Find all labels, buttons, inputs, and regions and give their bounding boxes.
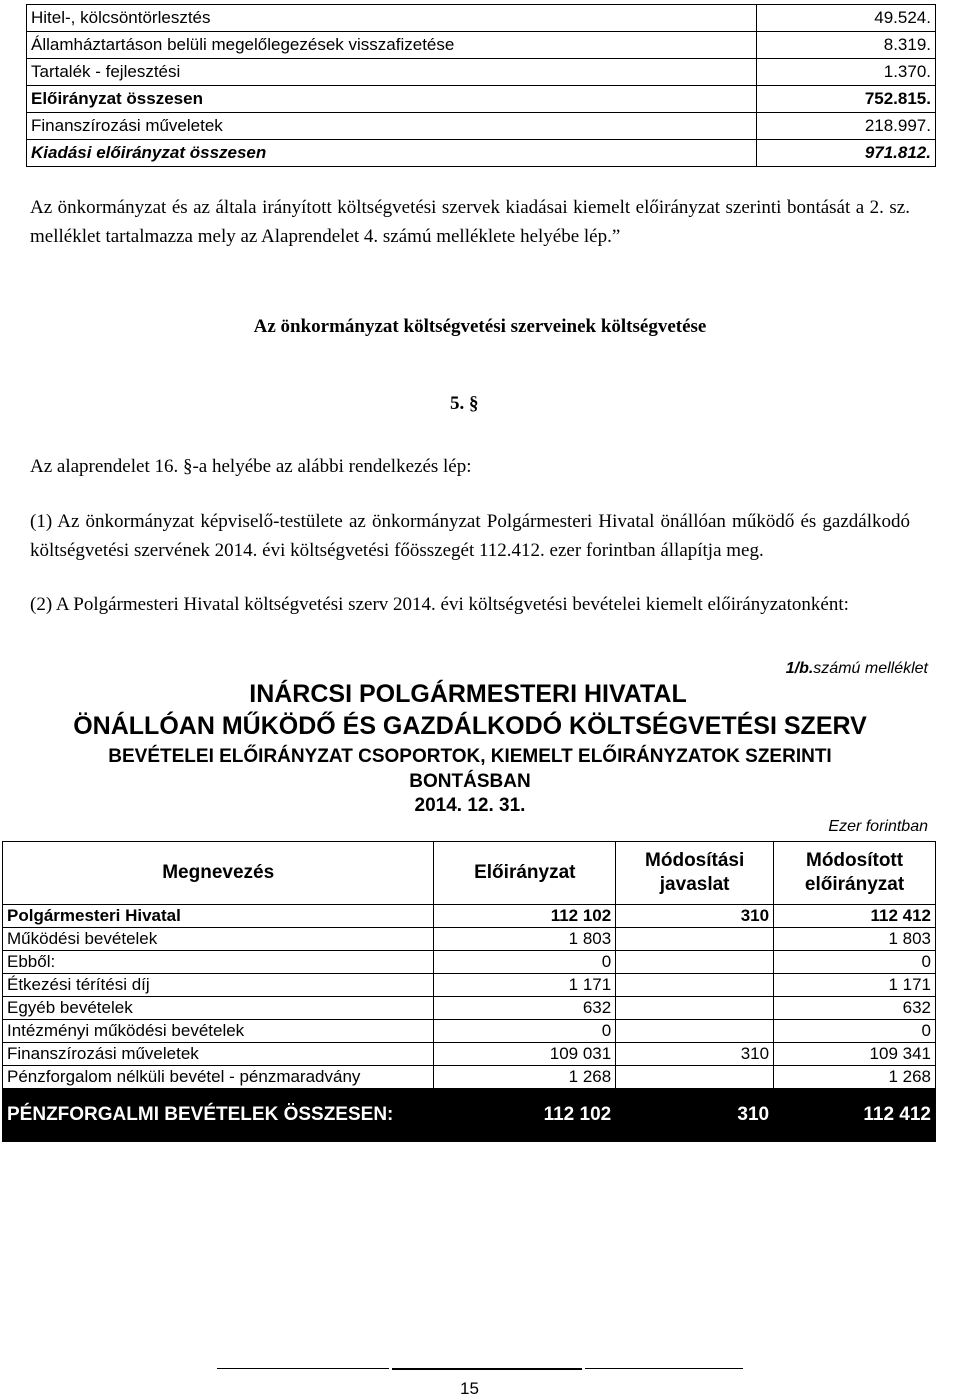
row-appropriation: 0	[434, 951, 616, 974]
amendment-line: Az alaprendelet 16. §-a helyébe az alábbi rendelkezés lép:	[30, 456, 472, 477]
header-modified-appropriation: Módosított előirányzat	[774, 842, 936, 905]
row-appropriation: 112 102	[434, 905, 616, 928]
annex-reference	[786, 660, 928, 678]
row-modification	[616, 1020, 774, 1043]
row-name: Egyéb bevételek	[3, 997, 434, 1020]
table-row	[3, 1020, 936, 1043]
header-modification: Módosítási javaslat	[616, 842, 774, 905]
row-modified-appropriation: 1 171	[774, 974, 936, 997]
total-modification: 310	[616, 1089, 774, 1142]
row-name: Étkezési térítési díj	[3, 974, 434, 997]
title-institution	[0, 680, 940, 709]
revenue-table-header-row	[3, 842, 936, 905]
total-modified-appropriation: 112 412	[774, 1089, 936, 1142]
summary-value: 1.370.	[757, 59, 936, 86]
summary-table	[26, 4, 936, 167]
section-number: 5. §	[450, 393, 479, 414]
row-name: Finanszírozási műveletek	[3, 1043, 434, 1066]
header-appropriation: Előirányzat	[434, 842, 616, 905]
summary-label: Tartalék - fejlesztési	[27, 59, 757, 86]
page-number: 15	[460, 1379, 479, 1398]
table-row	[3, 905, 936, 928]
table-row	[3, 1066, 936, 1089]
row-appropriation: 109 031	[434, 1043, 616, 1066]
row-appropriation: 0	[434, 1020, 616, 1043]
row-appropriation: 1 171	[434, 974, 616, 997]
annex-reference-number: 1/b.	[785, 660, 814, 677]
title-organization: ÖNÁLLÓAN MŰKÖDŐ ÉS GAZDÁLKODÓ KÖLTSÉGVETÉSI SZERV	[73, 712, 867, 740]
row-name: Intézményi működési bevételek	[3, 1020, 434, 1043]
total-appropriation: 112 102	[434, 1089, 616, 1142]
table-row	[3, 928, 936, 951]
title-institution-text: INÁRCSI POLGÁRMESTERI HIVATAL	[249, 680, 687, 708]
table-row	[3, 997, 936, 1020]
footer-rule-left	[217, 1368, 389, 1369]
summary-row	[27, 140, 936, 167]
table-row	[3, 951, 936, 974]
row-modification	[616, 1066, 774, 1089]
title-date: 2014. 12. 31.	[414, 795, 526, 816]
row-appropriation: 1 268	[434, 1066, 616, 1089]
row-modification: 310	[616, 1043, 774, 1066]
row-modification	[616, 997, 774, 1020]
row-modified-appropriation: 1 268	[774, 1066, 936, 1089]
revenue-table	[2, 841, 936, 1142]
footer-rule-center	[392, 1368, 582, 1370]
footer-rule-right	[585, 1368, 743, 1369]
total-name: PÉNZFORGALMI BEVÉTELEK ÖSSZESEN:	[3, 1089, 434, 1142]
annex-reference-text: számú melléklet	[813, 660, 928, 677]
total-row	[3, 1089, 936, 1142]
table-row	[3, 1043, 936, 1066]
paragraph-annex-reference: Az önkormányzat és az általa irányított költségvetési szervek kiadásai kiemelt előirányzat szerinti bontását a 2. sz. melléklet tartalmazza mely az Alaprendelet 4. számú melléklete helyébe lép.”	[30, 197, 910, 247]
row-modification	[616, 974, 774, 997]
row-name: Polgármesteri Hivatal	[3, 905, 434, 928]
header-name: Megnevezés	[3, 842, 434, 905]
summary-label: Államháztartáson belüli megelőlegezések visszafizetése	[27, 32, 757, 59]
row-modified-appropriation: 0	[774, 951, 936, 974]
summary-label: Finanszírozási műveletek	[27, 113, 757, 140]
row-name: Működési bevételek	[3, 928, 434, 951]
summary-row	[27, 32, 936, 59]
row-modified-appropriation: 1 803	[774, 928, 936, 951]
summary-row	[27, 59, 936, 86]
unit-label: Ezer forintban	[828, 818, 928, 835]
row-modified-appropriation: 112 412	[774, 905, 936, 928]
row-modification	[616, 951, 774, 974]
summary-row	[27, 113, 936, 140]
title-breakdown: BEVÉTELEI ELŐIRÁNYZAT CSOPORTOK, KIEMELT ELŐIRÁNYZATOK SZERINTI BONTÁSBAN	[108, 746, 832, 792]
row-modification	[616, 928, 774, 951]
summary-label: Hitel-, kölcsöntörlesztés	[27, 5, 757, 32]
row-modification: 310	[616, 905, 774, 928]
summary-row	[27, 86, 936, 113]
row-modified-appropriation: 109 341	[774, 1043, 936, 1066]
summary-value: 8.319.	[757, 32, 936, 59]
row-appropriation: 1 803	[434, 928, 616, 951]
table-row	[3, 974, 936, 997]
summary-row	[27, 5, 936, 32]
row-appropriation: 632	[434, 997, 616, 1020]
summary-value: 49.524.	[757, 5, 936, 32]
paragraph-2: (2) A Polgármesteri Hivatal költségvetési szerv 2014. évi költségvetési bevételei kiemelt előirányzatonként:	[30, 594, 849, 615]
summary-label: Kiadási előirányzat összesen	[27, 140, 757, 167]
summary-label: Előirányzat összesen	[27, 86, 757, 113]
row-name: Ebből:	[3, 951, 434, 974]
summary-value: 752.815.	[757, 86, 936, 113]
summary-value: 218.997.	[757, 113, 936, 140]
summary-table-body	[27, 5, 936, 167]
row-modified-appropriation: 632	[774, 997, 936, 1020]
revenue-table-body	[3, 905, 936, 1142]
paragraph-1: (1) Az önkormányzat képviselő-testülete az önkormányzat Polgármesteri Hivatal önállóan működő és gazdálkodó költségvetési szervének 2014. évi költségvetési főösszegét 112.412. ezer forintban állapítja meg.	[30, 511, 910, 561]
summary-value: 971.812.	[757, 140, 936, 167]
section-heading: Az önkormányzat költségvetési szerveinek költségvetése	[253, 316, 707, 337]
row-name: Pénzforgalom nélküli bevétel - pénzmaradvány	[3, 1066, 434, 1089]
row-modified-appropriation: 0	[774, 1020, 936, 1043]
